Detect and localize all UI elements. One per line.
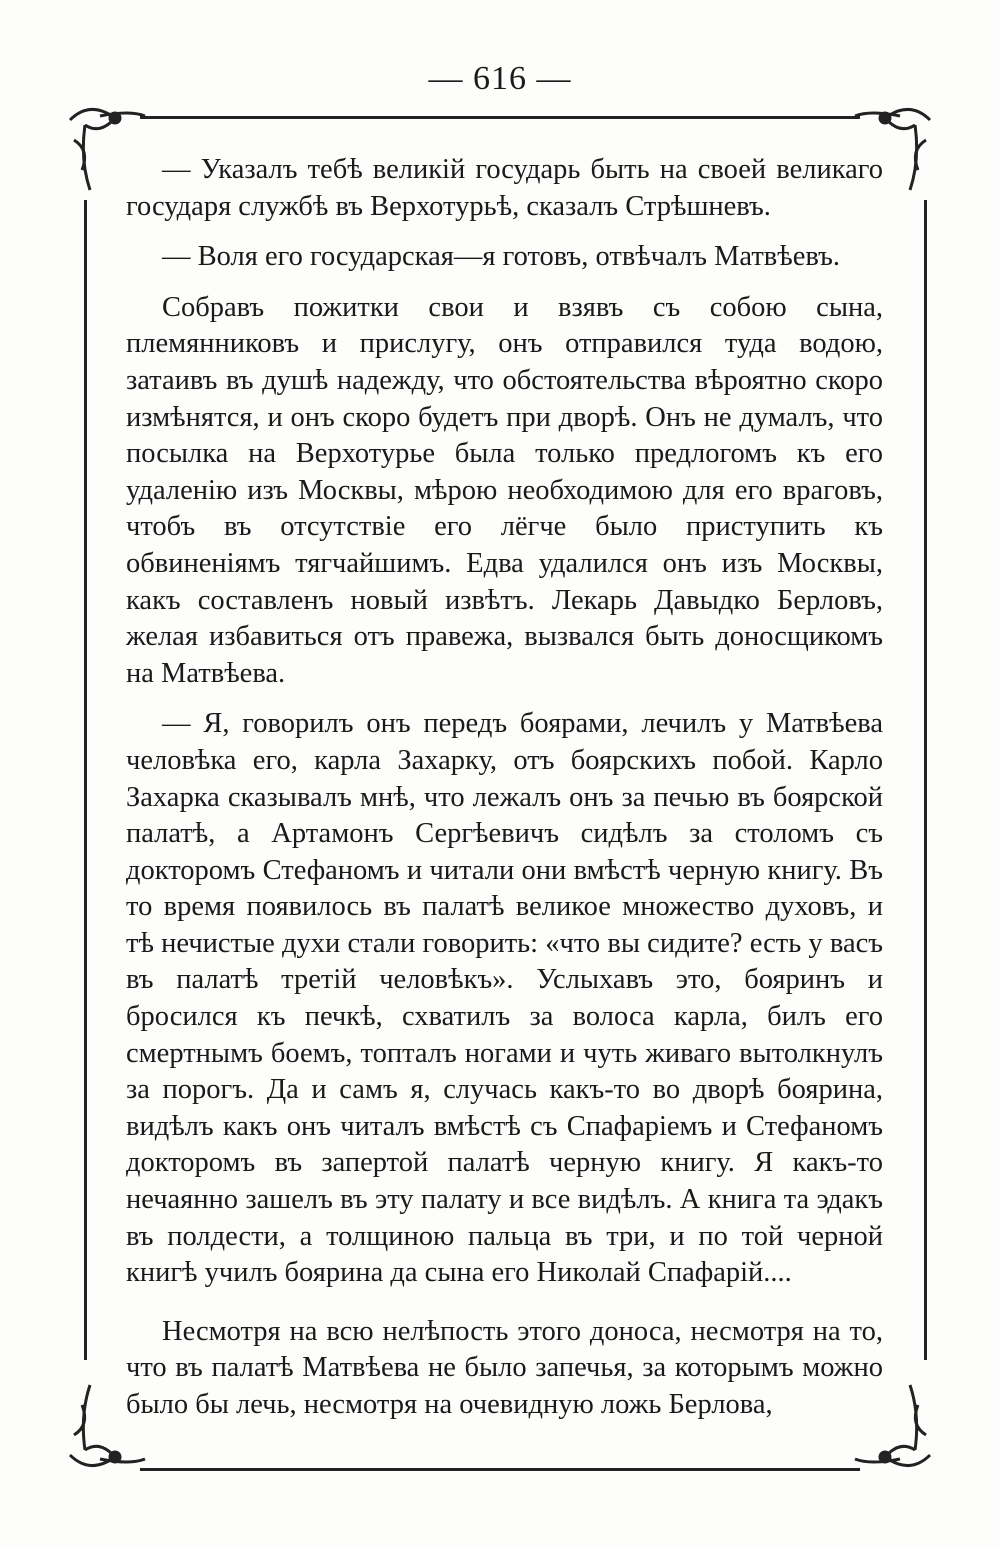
paragraph: — Воля его государская—я готовъ, отвѣчалъ Матвѣевъ. xyxy=(162,241,840,273)
page-number: — 616 — xyxy=(428,60,572,97)
paragraph: — Указалъ тебѣ великій государь быть на своей великаго государя службѣ въ Верхотурьѣ, сказалъ Стрѣшневъ. xyxy=(126,154,883,222)
left-border-rule xyxy=(84,200,87,1360)
body-text xyxy=(126,152,883,1424)
right-border-rule xyxy=(924,200,927,1360)
top-border-rule xyxy=(140,116,860,119)
bottom-border-rule xyxy=(140,1468,860,1471)
paragraph: — Я, говорилъ онъ передъ боярами, лечилъ у Матвѣева человѣка его, карла Захарку, отъ боярскихъ побой. Карло Захарка сказывалъ мнѣ, что лежалъ онъ за печью въ боярской палатѣ, а Артамонъ Сергѣевичъ сидѣлъ за столомъ съ докторомъ Стефаномъ и читали они вмѣстѣ черную книгу. Въ то время появилось въ палатѣ великое множество духовъ, и тѣ нечистые духи стали говорить: «что вы сидите? есть у васъ въ палатѣ третій человѣкъ». Услыхавъ это, бояринъ и бросился къ печкѣ, схватилъ за волоса карла, билъ его смертнымъ боемъ, топталъ ногами и чуть живаго вытолкнулъ за порогъ. Да и самъ я, случась какъ-то во дворѣ боярина, видѣлъ какъ онъ читалъ вмѣстѣ съ Спафаріемъ и Стефаномъ докторомъ въ запертой палатѣ черную книгу. Я какъ-то нечаянно зашелъ въ эту палату и все видѣлъ. А книга та эдакъ въ полдести, а толщиною пальца въ три, и по той черной книгѣ училъ боярина да сына его Николай Спафарій.... xyxy=(126,708,883,1289)
paragraph: Несмотря на всю нелѣпость этого доноса, несмотря на то, что въ палатѣ Матвѣева не было запечья, за которымъ можно было бы лечь, несмотря на очевидную ложь Берлова, xyxy=(126,1315,883,1420)
paragraph: Собравъ пожитки свои и взявъ съ собою сына, племянниковъ и прислугу, онъ отправился туда водою, затаивъ въ душѣ надежду, что обстоятельства вѣроятно скоро измѣнятся, и онъ скоро будетъ при дворѣ. Онъ не думалъ, что посылка на Верхотурье была только предлогомъ къ его удаленію изъ Москвы, мѣрою необходимою для его враговъ, чтобъ въ отсутствіе его лёгче было приступить къ обвиненіямъ тягчайшимъ. Едва удалился онъ изъ Москвы, какъ составленъ новый извѣтъ. Лекарь Давыдко Берловъ, желая избавиться отъ правежа, вызвался быть доносщикомъ на Матвѣева. xyxy=(126,291,883,689)
